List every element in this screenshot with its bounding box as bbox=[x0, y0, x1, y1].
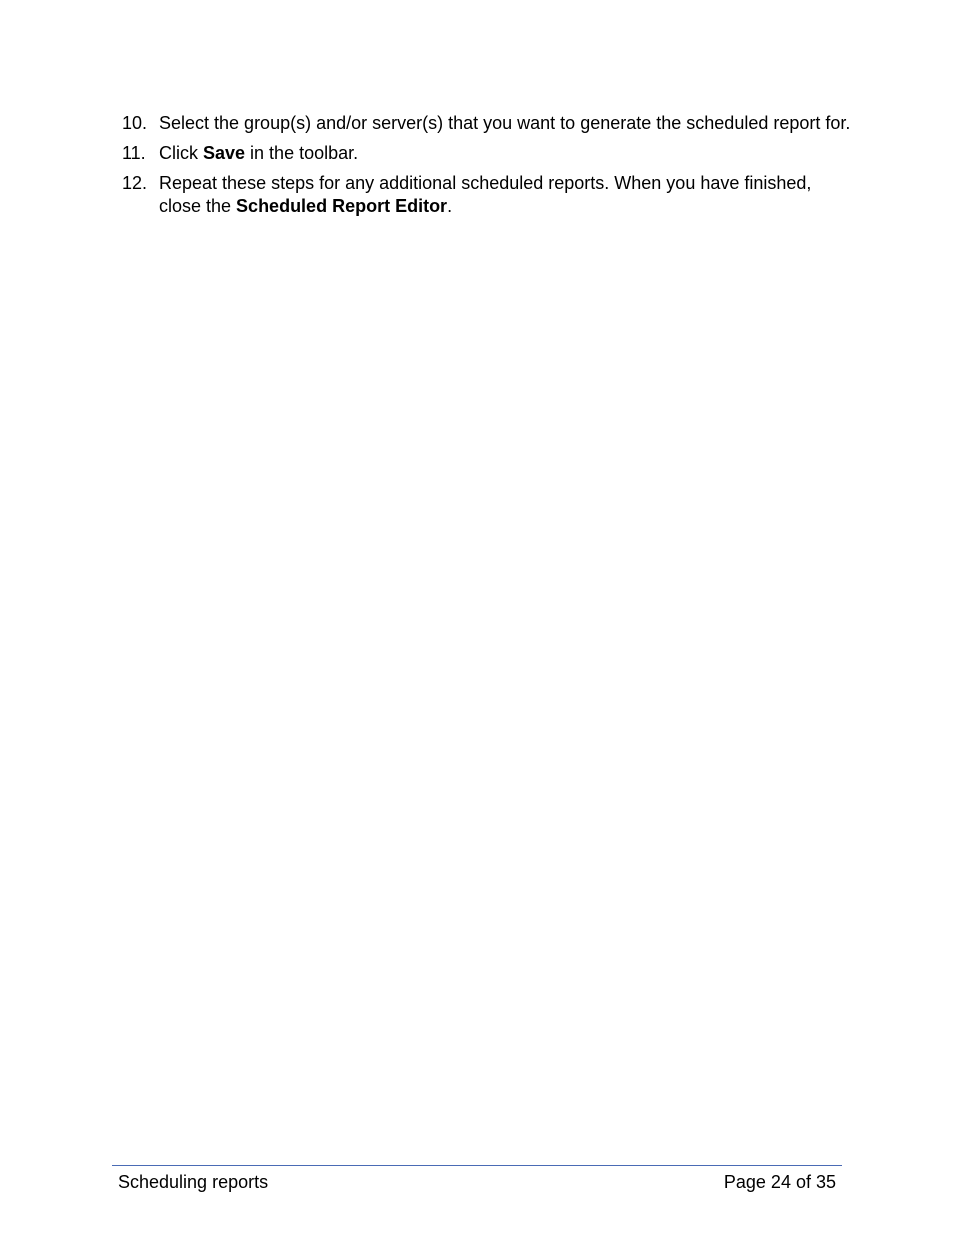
footer-divider bbox=[112, 1165, 842, 1166]
step-10 bbox=[122, 112, 852, 135]
scheduled-report-editor-term: Scheduled Report Editor bbox=[236, 196, 448, 216]
step-text: Select the group(s) and/or server(s) that you want to generate the scheduled report for. bbox=[159, 113, 851, 133]
step-number: 10. bbox=[122, 113, 148, 133]
step-text: Click Save in the toolbar. bbox=[159, 143, 359, 163]
step-text: Repeat these steps for any additional scheduled reports. When you have finished, close the Scheduled Report Editor. bbox=[159, 173, 812, 216]
step-list bbox=[122, 112, 852, 225]
footer-section-title: Scheduling reports bbox=[118, 1172, 269, 1192]
step-11 bbox=[122, 142, 852, 165]
step-number: 12. bbox=[122, 173, 148, 193]
step-12 bbox=[122, 172, 852, 218]
page-footer bbox=[118, 1171, 836, 1194]
save-term: Save bbox=[203, 143, 246, 163]
step-number: 11. bbox=[122, 143, 146, 163]
footer-page-number: Page 24 of 35 bbox=[723, 1172, 836, 1192]
